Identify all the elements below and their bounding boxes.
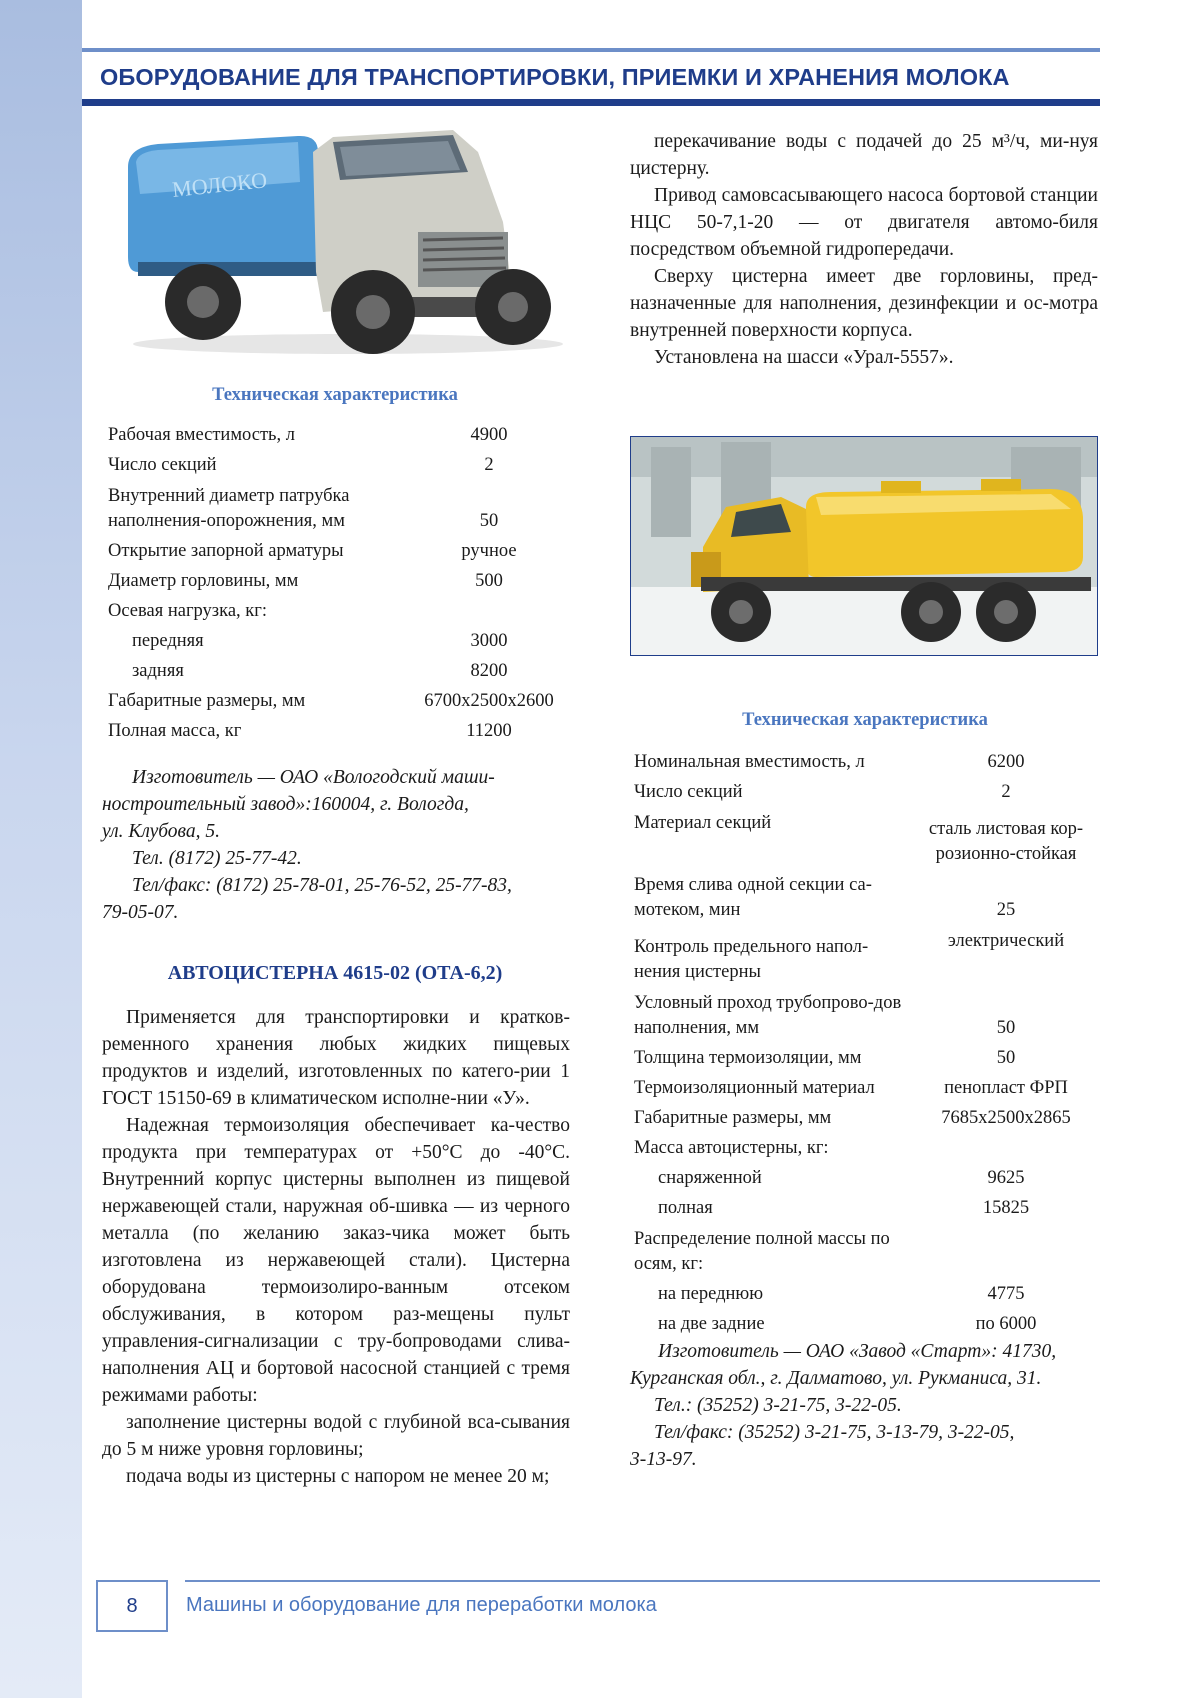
right-manufacturer-info: Изготовитель — ОАО «Завод «Старт»: 41730, Курганская обл., г. Далматово, ул. Рукманиса, 31. Тел.: (35252) 3-21-75, 3-22-05. Тел/факс: (35252) 3-21-75, 3-13-79, 3-22-05, 3-13-97. (630, 1341, 1057, 1470)
left-body-text (102, 1004, 570, 1490)
spec-row: Материал секций сталь листовая кор-розионно-стойкая (634, 813, 1084, 864)
milk-tanker-photo (118, 122, 573, 362)
spec-row: Масса автоцистерны, кг: (634, 1138, 829, 1158)
spec-row: Диаметр горловины, мм 500 (108, 571, 503, 591)
spec-row: на переднюю 4775 (658, 1284, 1025, 1304)
paragraph: Сверху цистерна имеет две горловины, пред-назначенные для наполнения, дезинфекции и ос-мотра внутренней поверхности корпуса. (630, 266, 1098, 341)
spec-row: Номинальная вместимость, л 6200 (634, 752, 1025, 772)
spec-row: Полная масса, кг 11200 (108, 721, 512, 741)
spec-row: Габаритные размеры, мм 6700x2500x2600 (108, 691, 554, 711)
left-spec-table (108, 418, 570, 744)
spec-row: Число секций 2 (634, 782, 1011, 802)
paragraph: заполнение цистерны водой с глубиной вса-сывания до 5 м ниже уровня горловины; (102, 1412, 570, 1460)
spec-row: Внутренний диаметр патрубка наполнения-опорожнения, мм 50 (108, 486, 499, 531)
spec-row: Осевая нагрузка, кг: (108, 601, 267, 621)
page-number: 8 (96, 1580, 168, 1632)
paragraph: Привод самовсасывающего насоса бортовой станции НЦС 50-7,1-20 — от двигателя автомо-биля посредством объемной гидропередачи. (630, 185, 1098, 260)
paragraph: Установлена на шасси «Урал-5557». (654, 347, 954, 368)
page-header-title: ОБОРУДОВАНИЕ ДЛЯ ТРАНСПОРТИРОВКИ, ПРИЕМКИ И ХРАНЕНИЯ МОЛОКА (100, 64, 1010, 90)
spec-row: передняя 3000 (132, 631, 508, 651)
footer-rule (185, 1580, 1100, 1582)
spec-row: Открытие запорной арматуры ручное (108, 541, 517, 561)
right-spec-title: Техническая характеристика (742, 710, 988, 730)
spec-row: Контроль предельного напол-нения цистерны электрический (634, 931, 1065, 982)
right-spec-table (634, 745, 1098, 1337)
paragraph: Надежная термоизоляция обеспечивает ка-чество продукта при температурах от +50°С до -40°С. Внутренний корпус цистерны выполнен из пищевой нержавеющей стали, наружная об-шивка — из черного металла (по желанию заказ-чика может быть изготовлена из нержавеющей стали). Цистерна оборудована термоизолиро-ванным отсеком обслуживания, в котором раз-мещены пульт управления-сигнализации с тру-бопроводами слива-наполнения АЦ и бортовой насосной станцией с тремя режимами работы: (102, 1115, 570, 1406)
left-sidebar-band (0, 0, 82, 1698)
spec-row: на две задние по 6000 (658, 1314, 1037, 1334)
header-top-rule (82, 48, 1100, 52)
left-spec-title: Техническая характеристика (212, 385, 458, 405)
footer-title: Машины и оборудование для переработки молока (186, 1594, 657, 1616)
spec-row: Число секций 2 (108, 455, 494, 475)
spec-row: Толщина термоизоляции, мм 50 (634, 1048, 1016, 1068)
left-manufacturer-info: Изготовитель — ОАО «Вологодский маши- ностроительный завод»:160004, г. Вологда, ул. Клубова, 5. Тел. (8172) 25-77-42. Тел/факс: (8172) 25-78-01, 25-76-52, 25-77-83, 79-05-07. (102, 767, 512, 923)
spec-row: Распределение полной массы по осям, кг: (634, 1229, 890, 1274)
spec-row: Габаритные размеры, мм 7685x2500x2865 (634, 1108, 1071, 1128)
header-bottom-rule (82, 99, 1100, 106)
spec-row: задняя 8200 (132, 661, 508, 681)
spec-row: Рабочая вместимость, л 4900 (108, 425, 508, 445)
spec-row: Условный проход трубопрово-дов наполнения, мм 50 (634, 993, 1016, 1038)
spec-row: полная 15825 (658, 1198, 1030, 1218)
spec-row: Термоизоляционный материал пенопласт ФРП (634, 1078, 1068, 1098)
paragraph: перекачивание воды с подачей до 25 м³/ч, ми-нуя цистерну. (630, 131, 1098, 179)
section-title-ota: АВТОЦИСТЕРНА 4615-02 (ОТА-6,2) (167, 962, 503, 984)
paragraph: подача воды из цистерны с напором не менее 20 м; (126, 1466, 550, 1487)
paragraph: Применяется для транспортировки и кратков-ременного хранения любых жидких пищевых продуктов и изделий, изготовленных по катего-рии 1 ГОСТ 15150-69 в климатическом исполне-нии «У». (102, 1007, 570, 1109)
ural-tanker-photo (630, 436, 1098, 656)
spec-row: снаряженной 9625 (658, 1168, 1025, 1188)
tank-lettering: МОЛОКО (170, 167, 269, 202)
right-body-text (630, 128, 1098, 371)
spec-row: Время слива одной секции са-мотеком, мин 25 (634, 875, 1016, 920)
